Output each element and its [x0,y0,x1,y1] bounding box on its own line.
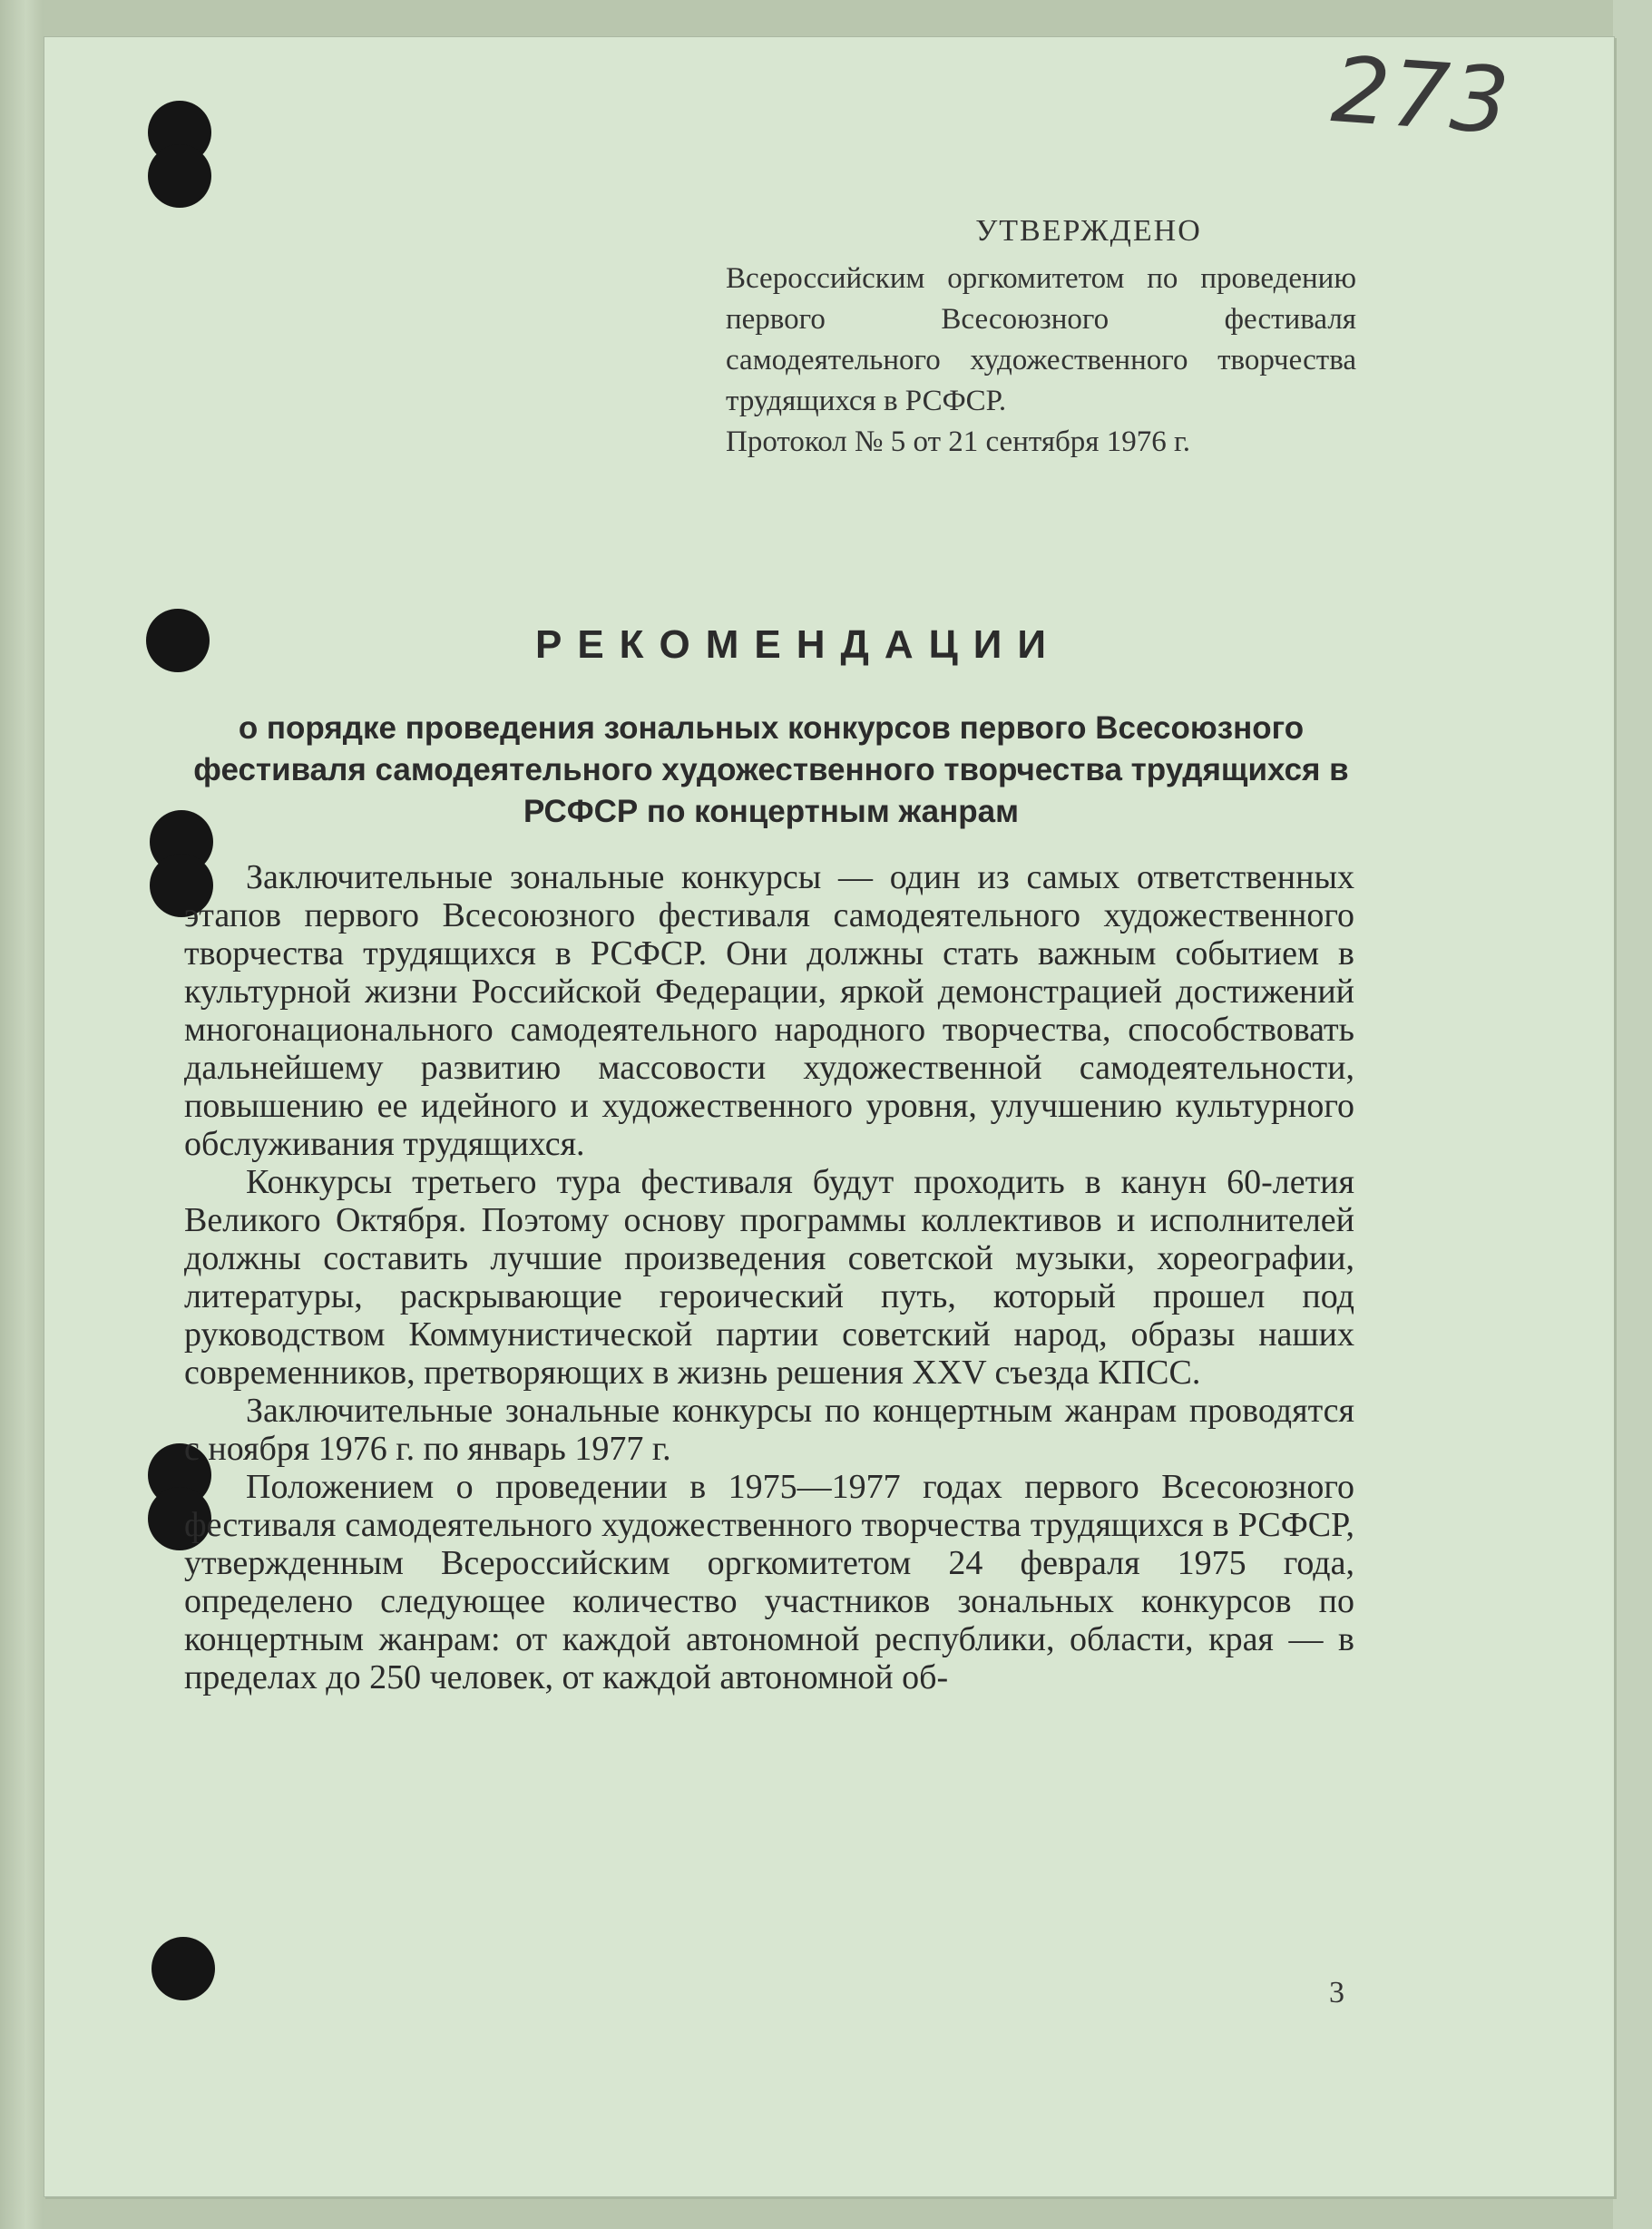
punch-hole [152,1937,215,2000]
punch-hole [148,144,211,208]
handwritten-page-number: 273 [1328,36,1514,155]
paragraph: Заключительные зональные конкурсы по концертным жанрам проводятся с ноября 1976 г. по январь 1977 г. [184,1392,1354,1468]
approval-title: УТВЕРЖДЕНО [975,214,1202,248]
approval-block [726,210,1356,463]
binding-strip [0,0,44,2229]
paragraph: Положением о проведении в 1975—1977 годах первого Всесоюзного фестиваля самодеятельного художественного творчества трудящихся в РСФСР, утвержденным Всероссийским оргкомитетом 24 февраля 1975 года, определено следующее количество участников зональных конкурсов по концертным жанрам: от каждой автономной республики, области, края — в пределах до 250 человек, от каждой автономной об- [184,1468,1354,1696]
approval-protocol: Протокол № 5 от 21 сентября 1976 г. [726,425,1191,458]
page-number: 3 [1329,1976,1344,2009]
approval-text: Всероссийским оргкомитетом по проведению первого Всесоюзного фестиваля самодеятельного художественного творчества трудящихся в РСФСР. [726,262,1356,417]
document-title: РЕКОМЕНДАЦИИ [534,622,1062,667]
paragraph: Конкурсы третьего тура фестиваля будут проходить в канун 60-летия Великого Октября. Поэтому основу программы коллективов и исполнителей должны составить лучшие произведения советской музыки, хореографии, литературы, раскрывающие героический путь, который прошел под руководством Коммунистической партии советский народ, образы наших современников, претворяющих в жизнь решения XXV съезда КПСС. [184,1163,1354,1392]
right-margin [1613,0,1652,2229]
document-body [184,858,1354,1696]
paragraph: Заключительные зональные конкурсы — один из самых ответственных этапов первого Всесоюзного фестиваля самодеятельного художественного творчества трудящихся в РСФСР. Они должны стать важным событием в культурной жизни Российской Федерации, яркой демонстрацией достижений многонационального самодеятельного народного творчества, способствовать дальнейшему развитию массовости художественной самодеятельности, повышению ее идейного и художественного уровня, улучшению культурного обслуживания трудящихся. [184,858,1354,1163]
document-subtitle: о порядке проведения зональных конкурсов первого Всесоюзного фестиваля самодеятельного художественного творчества трудящихся в РСФСР по концертным жанрам [193,710,1349,829]
